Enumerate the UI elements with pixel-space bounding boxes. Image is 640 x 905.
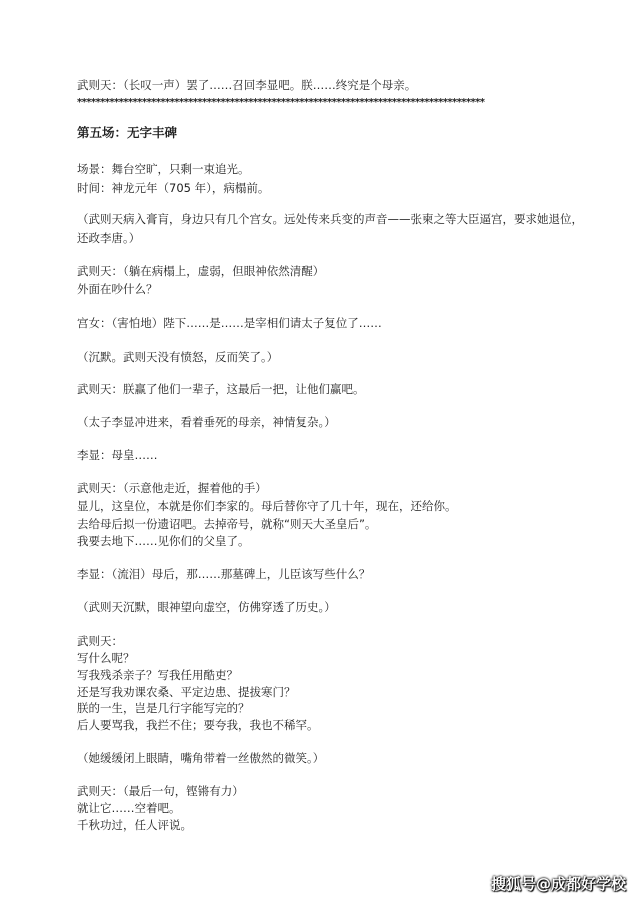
scene-time-line: 时间：神龙元年（705 年），病榻前。 bbox=[77, 181, 270, 195]
dialogue-line: 朕的一生，岂是几行字能写完的？ bbox=[77, 701, 250, 715]
dialogue-line: 武则天：（最后一句，铿锵有力） bbox=[77, 784, 244, 798]
dialogue-line: 武则天：（躺在病榻上，虚弱，但眼神依然清醒） bbox=[77, 264, 325, 278]
dialogue-line: 李显：母皇…… bbox=[77, 448, 158, 462]
closing-line-previous-scene: 武则天：（长叹一声）罢了……召回李显吧。朕……终究是个母亲。 bbox=[77, 78, 417, 92]
dialogue-line: 武则天： bbox=[77, 634, 123, 648]
scene-heading: 第五场：无字丰碑 bbox=[77, 125, 178, 140]
dialogue-line: 显儿，这皇位，本就是你们李家的。母后替你守了几十年，现在，还给你。 bbox=[77, 499, 457, 513]
dialogue-line: 武则天：朕赢了他们一辈子，这最后一把，让他们赢吧。 bbox=[77, 382, 365, 396]
dialogue-line: 武则天：（示意他走近，握着他的手） bbox=[77, 481, 267, 495]
dialogue-line: 千秋功过，任人评说。 bbox=[77, 818, 192, 832]
dialogue-line: 去给母后拟一份遗诏吧。去掉帝号，就称“则天大圣皇后”。 bbox=[77, 517, 377, 531]
scene-divider: **************************************************************************************** bbox=[77, 97, 485, 108]
dialogue-line: 后人要骂我，我拦不住；要夸我，我也不稀罕。 bbox=[77, 718, 319, 732]
stage-direction-line: （武则天病入膏肓，身边只有几个宫女。远处传来兵变的声音——张柬之等大臣逼宫，要求她退位， bbox=[77, 212, 583, 226]
dialogue-line: 写什么呢？ bbox=[77, 651, 135, 665]
dialogue-line: 就让它……空着吧。 bbox=[77, 801, 181, 815]
dialogue-line: 还是写我劝课农桑、平定边患、提拔寒门？ bbox=[77, 685, 296, 699]
stage-direction-line: （太子李显冲进来，看着垂死的母亲，神情复杂。） bbox=[77, 415, 336, 429]
scene-setting-line: 场景：舞台空旷，只剩一束追光。 bbox=[77, 162, 250, 176]
dialogue-line: 写我残杀亲子？写我任用酷吏？ bbox=[77, 668, 238, 682]
watermark: 搜狐号@成都好学校 bbox=[490, 875, 626, 893]
dialogue-line: 我要去地下……见你们的父皇了。 bbox=[77, 534, 250, 548]
dialogue-line: 李显：（流泪）母后，那……那墓碑上，儿臣该写些什么？ bbox=[77, 567, 371, 581]
dialogue-line: 宫女：（害怕地）陛下……是……是宰相们请太子复位了…… bbox=[77, 316, 382, 330]
stage-direction-line: （她缓缓闭上眼睛，嘴角带着一丝傲然的微笑。） bbox=[77, 751, 325, 765]
stage-direction-line: 还政李唐。） bbox=[77, 231, 141, 245]
dialogue-line: 外面在吵什么？ bbox=[77, 282, 158, 296]
stage-direction-line: （沉默。武则天没有愤怒，反而笑了。） bbox=[77, 350, 279, 364]
stage-direction-line: （武则天沉默，眼神望向虚空，仿佛穿透了历史。） bbox=[77, 600, 336, 614]
